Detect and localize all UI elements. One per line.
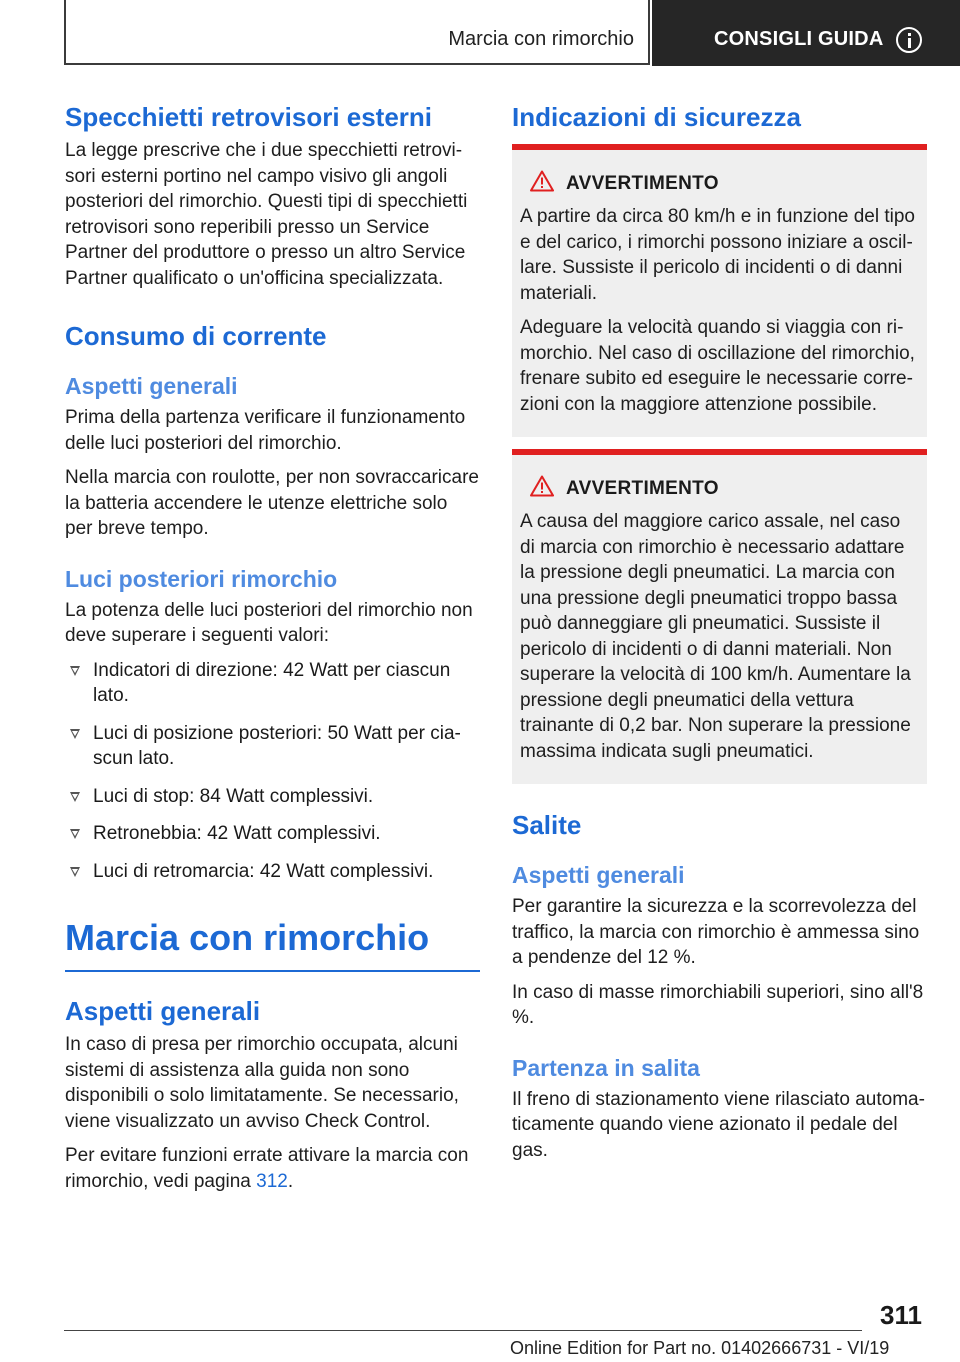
page-number: 311 bbox=[880, 1300, 922, 1330]
list-item: Retronebbia: 42 Watt complessivi. bbox=[65, 821, 480, 847]
footer-divider bbox=[64, 1330, 862, 1331]
list-item: Luci di stop: 84 Watt complessivi. bbox=[65, 784, 480, 810]
warning-box bbox=[512, 449, 927, 784]
header-chapter-box bbox=[64, 0, 650, 65]
header-section-box bbox=[652, 0, 960, 66]
lights-list bbox=[65, 658, 480, 885]
heading-slopes-general: Aspetti generali bbox=[512, 862, 685, 888]
paragraph-towing-2: Per evitare funzioni errate attivare la marcia con rimorchio, vedi pagina 312. bbox=[65, 1145, 469, 1192]
right-column bbox=[512, 100, 927, 1163]
warning-triangle-icon bbox=[530, 475, 554, 497]
paragraph-general-1: Prima della partenza verificare il funzionamento delle luci posteriori del rimorchio. bbox=[65, 407, 466, 454]
header-section-title: CONSIGLI GUIDA bbox=[714, 28, 884, 50]
warning-paragraph-1: A causa del maggiore carico assale, nel caso di marcia con rimorchio è necessario adattare la pressione degli pneumatici. La marcia con una pressione degli pneumatici troppo bassa può danneggiare gli pneumatici. Sussiste il pericolo di incidenti o di danni materiali. Non superare la velocità di 100 km/h. Aumentare la pressione degli pneumatici della vettura trainante di 0,2 bar. Non superare la pressione massima indicata sugli pneumatici. bbox=[520, 511, 911, 762]
header-chapter-title: Marcia con rimorchio bbox=[448, 28, 634, 50]
warning-paragraph-2: Adeguare la velocità quando si viaggia con rimorchio. Nel caso di oscillazione del rimorchio, frenare subito ed eseguire le necessarie correzioni con la maggiore attenzione possibile. bbox=[520, 317, 915, 415]
left-column bbox=[65, 100, 480, 1194]
bullet-triangle-icon bbox=[70, 729, 80, 739]
list-item: Indicatori di direzione: 42 Watt per ciascun lato. bbox=[65, 658, 480, 709]
footer-edition: Online Edition for Part no. 01402666731 - VI/19 bbox=[510, 1338, 890, 1358]
heading-safety: Indicazioni di sicurezza bbox=[512, 102, 801, 132]
heading-mirrors: Specchietti retrovisori esterni bbox=[65, 102, 433, 132]
page-reference-link[interactable]: 312 bbox=[256, 1170, 288, 1192]
paragraph-lights-intro: La potenza delle luci posteriori del rimorchio non deve superare i seguenti valori: bbox=[65, 599, 473, 646]
heading-trailer-lights: Luci posteriori rimorchio bbox=[65, 565, 338, 592]
heading-towing-general: Aspetti generali bbox=[65, 996, 261, 1026]
heading-divider bbox=[65, 970, 480, 972]
paragraph-slopes-2: In caso di masse rimorchiabili superiori, sino all'8 %. bbox=[512, 981, 924, 1028]
paragraph-hill-start: Il freno di stazionamento viene rilasciato automaticamente quando viene azionato il pedale del gas. bbox=[512, 1088, 925, 1161]
list-item: Luci di retromarcia: 42 Watt complessivi. bbox=[65, 859, 480, 885]
info-icon bbox=[896, 27, 922, 53]
warning-box bbox=[512, 144, 927, 437]
paragraph-towing-1: In caso di presa per rimorchio occupata, alcuni sistemi di assistenza alla guida non sono disponibili o solo limitatamente. Se necessario, viene visualizzato un avviso Check Control. bbox=[65, 1034, 459, 1132]
heading-slopes: Salite bbox=[512, 810, 582, 840]
heading-towing: Marcia con rimorchio bbox=[65, 917, 430, 958]
bullet-triangle-icon bbox=[70, 792, 80, 802]
warning-title: AVVERTIMENTO bbox=[566, 173, 719, 194]
heading-general-aspects: Aspetti generali bbox=[65, 373, 238, 399]
warning-title: AVVERTIMENTO bbox=[566, 478, 719, 499]
warning-triangle-icon bbox=[530, 170, 554, 192]
bullet-triangle-icon bbox=[70, 829, 80, 839]
heading-hill-start: Partenza in salita bbox=[512, 1054, 700, 1081]
bullet-triangle-icon bbox=[70, 666, 80, 676]
warning-paragraph-1: A partire da circa 80 km/h e in funzione del tipo e del carico, i rimorchi possono iniziare a oscillare. Sussiste il pericolo di incidenti o di danni materiali. bbox=[520, 206, 916, 304]
paragraph-mirrors: La legge prescrive che i due specchietti retrovisori esterni portino nel campo visivo gli angoli posteriori del rimorchio. Questi tipi di specchietti retrovisori sono reperibili presso un Service Partner del produttore o presso un altro Service Partner qualificato o un'officina specializzata. bbox=[65, 140, 468, 289]
page-header bbox=[0, 0, 960, 66]
bullet-triangle-icon bbox=[70, 867, 80, 877]
paragraph-general-2: Nella marcia con roulotte, per non sovraccaricare la batteria accendere le utenze elettriche solo per breve tempo. bbox=[65, 467, 479, 539]
paragraph-slopes-1: Per garantire la sicurezza e la scorrevolezza del traffico, la marcia con rimorchio è ammessa sino a pendenze del 12 %. bbox=[512, 896, 920, 968]
list-item: Luci di posizione posteriori: 50 Watt per ciascun lato. bbox=[65, 721, 480, 772]
heading-power-consumption: Consumo di corrente bbox=[65, 321, 327, 351]
